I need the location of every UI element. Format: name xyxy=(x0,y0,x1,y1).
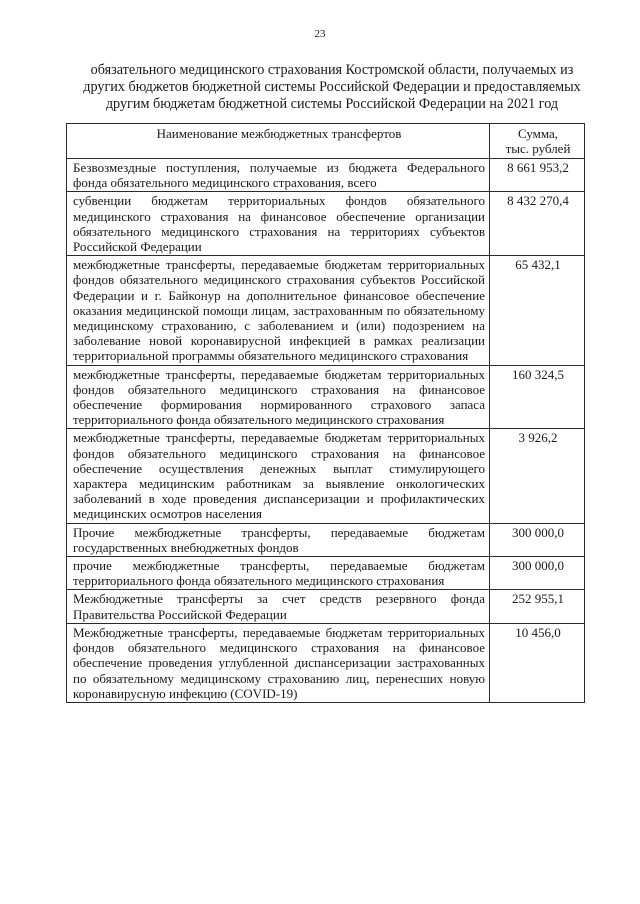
table-header-row xyxy=(67,124,585,159)
heading-line-1: обязательного медицинского страхования Костромской области, получаемых из xyxy=(90,62,574,78)
row-name-cell: Прочие межбюджетные трансферты, передаваемые бюджетам государственных внебюджетных фондов xyxy=(67,523,490,556)
document-heading xyxy=(62,62,602,113)
row-amount-cell: 3 926,2 xyxy=(490,429,585,523)
table-row xyxy=(67,557,585,590)
header-amount-cell xyxy=(490,124,585,159)
transfers-table xyxy=(66,123,585,703)
row-amount-cell: 8 661 953,2 xyxy=(490,159,585,192)
table-row xyxy=(67,159,585,192)
row-name-cell: межбюджетные трансферты, передаваемые бюджетам территориальных фондов обязательного медицинского страхования субъектов Российской Федерации и г. Байконур на дополнительное финансовое обеспечение оказания медицинской помощи лицам, застрахованным по обязательному медицинскому страхованию, с заболеванием и (или) подозрением на заболевание новой коронавирусной инфекцией в рамках реализации территориальной программы обязательного медицинского страхования xyxy=(67,256,490,365)
table-row xyxy=(67,523,585,556)
row-amount-cell: 300 000,0 xyxy=(490,523,585,556)
row-amount-cell: 160 324,5 xyxy=(490,365,585,429)
row-amount-cell: 252 955,1 xyxy=(490,590,585,623)
header-amount-line-1: Сумма, xyxy=(517,126,559,141)
table-row xyxy=(67,365,585,429)
table-row xyxy=(67,429,585,523)
row-name-cell: межбюджетные трансферты, передаваемые бюджетам территориальных фондов обязательного медицинского страхования на финансовое обеспечение осуществления денежных выплат стимулирующего характера медицинским работникам за выявление онкологических заболеваний в ходе проведения диспансеризации и профилактических медицинских осмотров населения xyxy=(67,429,490,523)
heading-line-2: других бюджетов бюджетной системы Российской Федерации и предоставляемых xyxy=(83,79,581,95)
table-row xyxy=(67,256,585,365)
header-amount-line-2: тыс. рублей xyxy=(505,141,571,156)
table-row xyxy=(67,623,585,702)
heading-line-3: другим бюджетам бюджетной системы Российской Федерации на 2021 год xyxy=(105,96,559,112)
row-name-cell: субвенции бюджетам территориальных фондов обязательного медицинского страхования на финансовое обеспечение организации обязательного медицинского страхования на территориях субъектов Российской Федерации xyxy=(67,192,490,256)
row-amount-cell: 8 432 270,4 xyxy=(490,192,585,256)
header-name-cell: Наименование межбюджетных трансфертов xyxy=(67,124,490,159)
row-name-cell: Безвозмездные поступления, получаемые из бюджета Федерального фонда обязательного медицинского страхования, всего xyxy=(67,159,490,192)
row-amount-cell: 10 456,0 xyxy=(490,623,585,702)
row-name-cell: прочие межбюджетные трансферты, передаваемые бюджетам территориального фонда обязательного медицинского страхования xyxy=(67,557,490,590)
row-name-cell: межбюджетные трансферты, передаваемые бюджетам территориальных фондов обязательного медицинского страхования на финансовое обеспечение формирования нормированного страхового запаса территориального фонда обязательного медицинского страхования xyxy=(67,365,490,429)
table-row xyxy=(67,590,585,623)
row-name-cell: Межбюджетные трансферты за счет средств резервного фонда Правительства Российской Федерации xyxy=(67,590,490,623)
row-amount-cell: 65 432,1 xyxy=(490,256,585,365)
row-amount-cell: 300 000,0 xyxy=(490,557,585,590)
page-number: 23 xyxy=(314,28,326,40)
row-name-cell: Межбюджетные трансферты, передаваемые бюджетам территориальных фондов обязательного медицинского страхования на финансовое обеспечение проведения углубленной диспансеризации застрахованных по обязательному медицинскому страхованию лиц, перенесших новую коронавирусную инфекцию (COVID-19) xyxy=(67,623,490,702)
table-row xyxy=(67,192,585,256)
